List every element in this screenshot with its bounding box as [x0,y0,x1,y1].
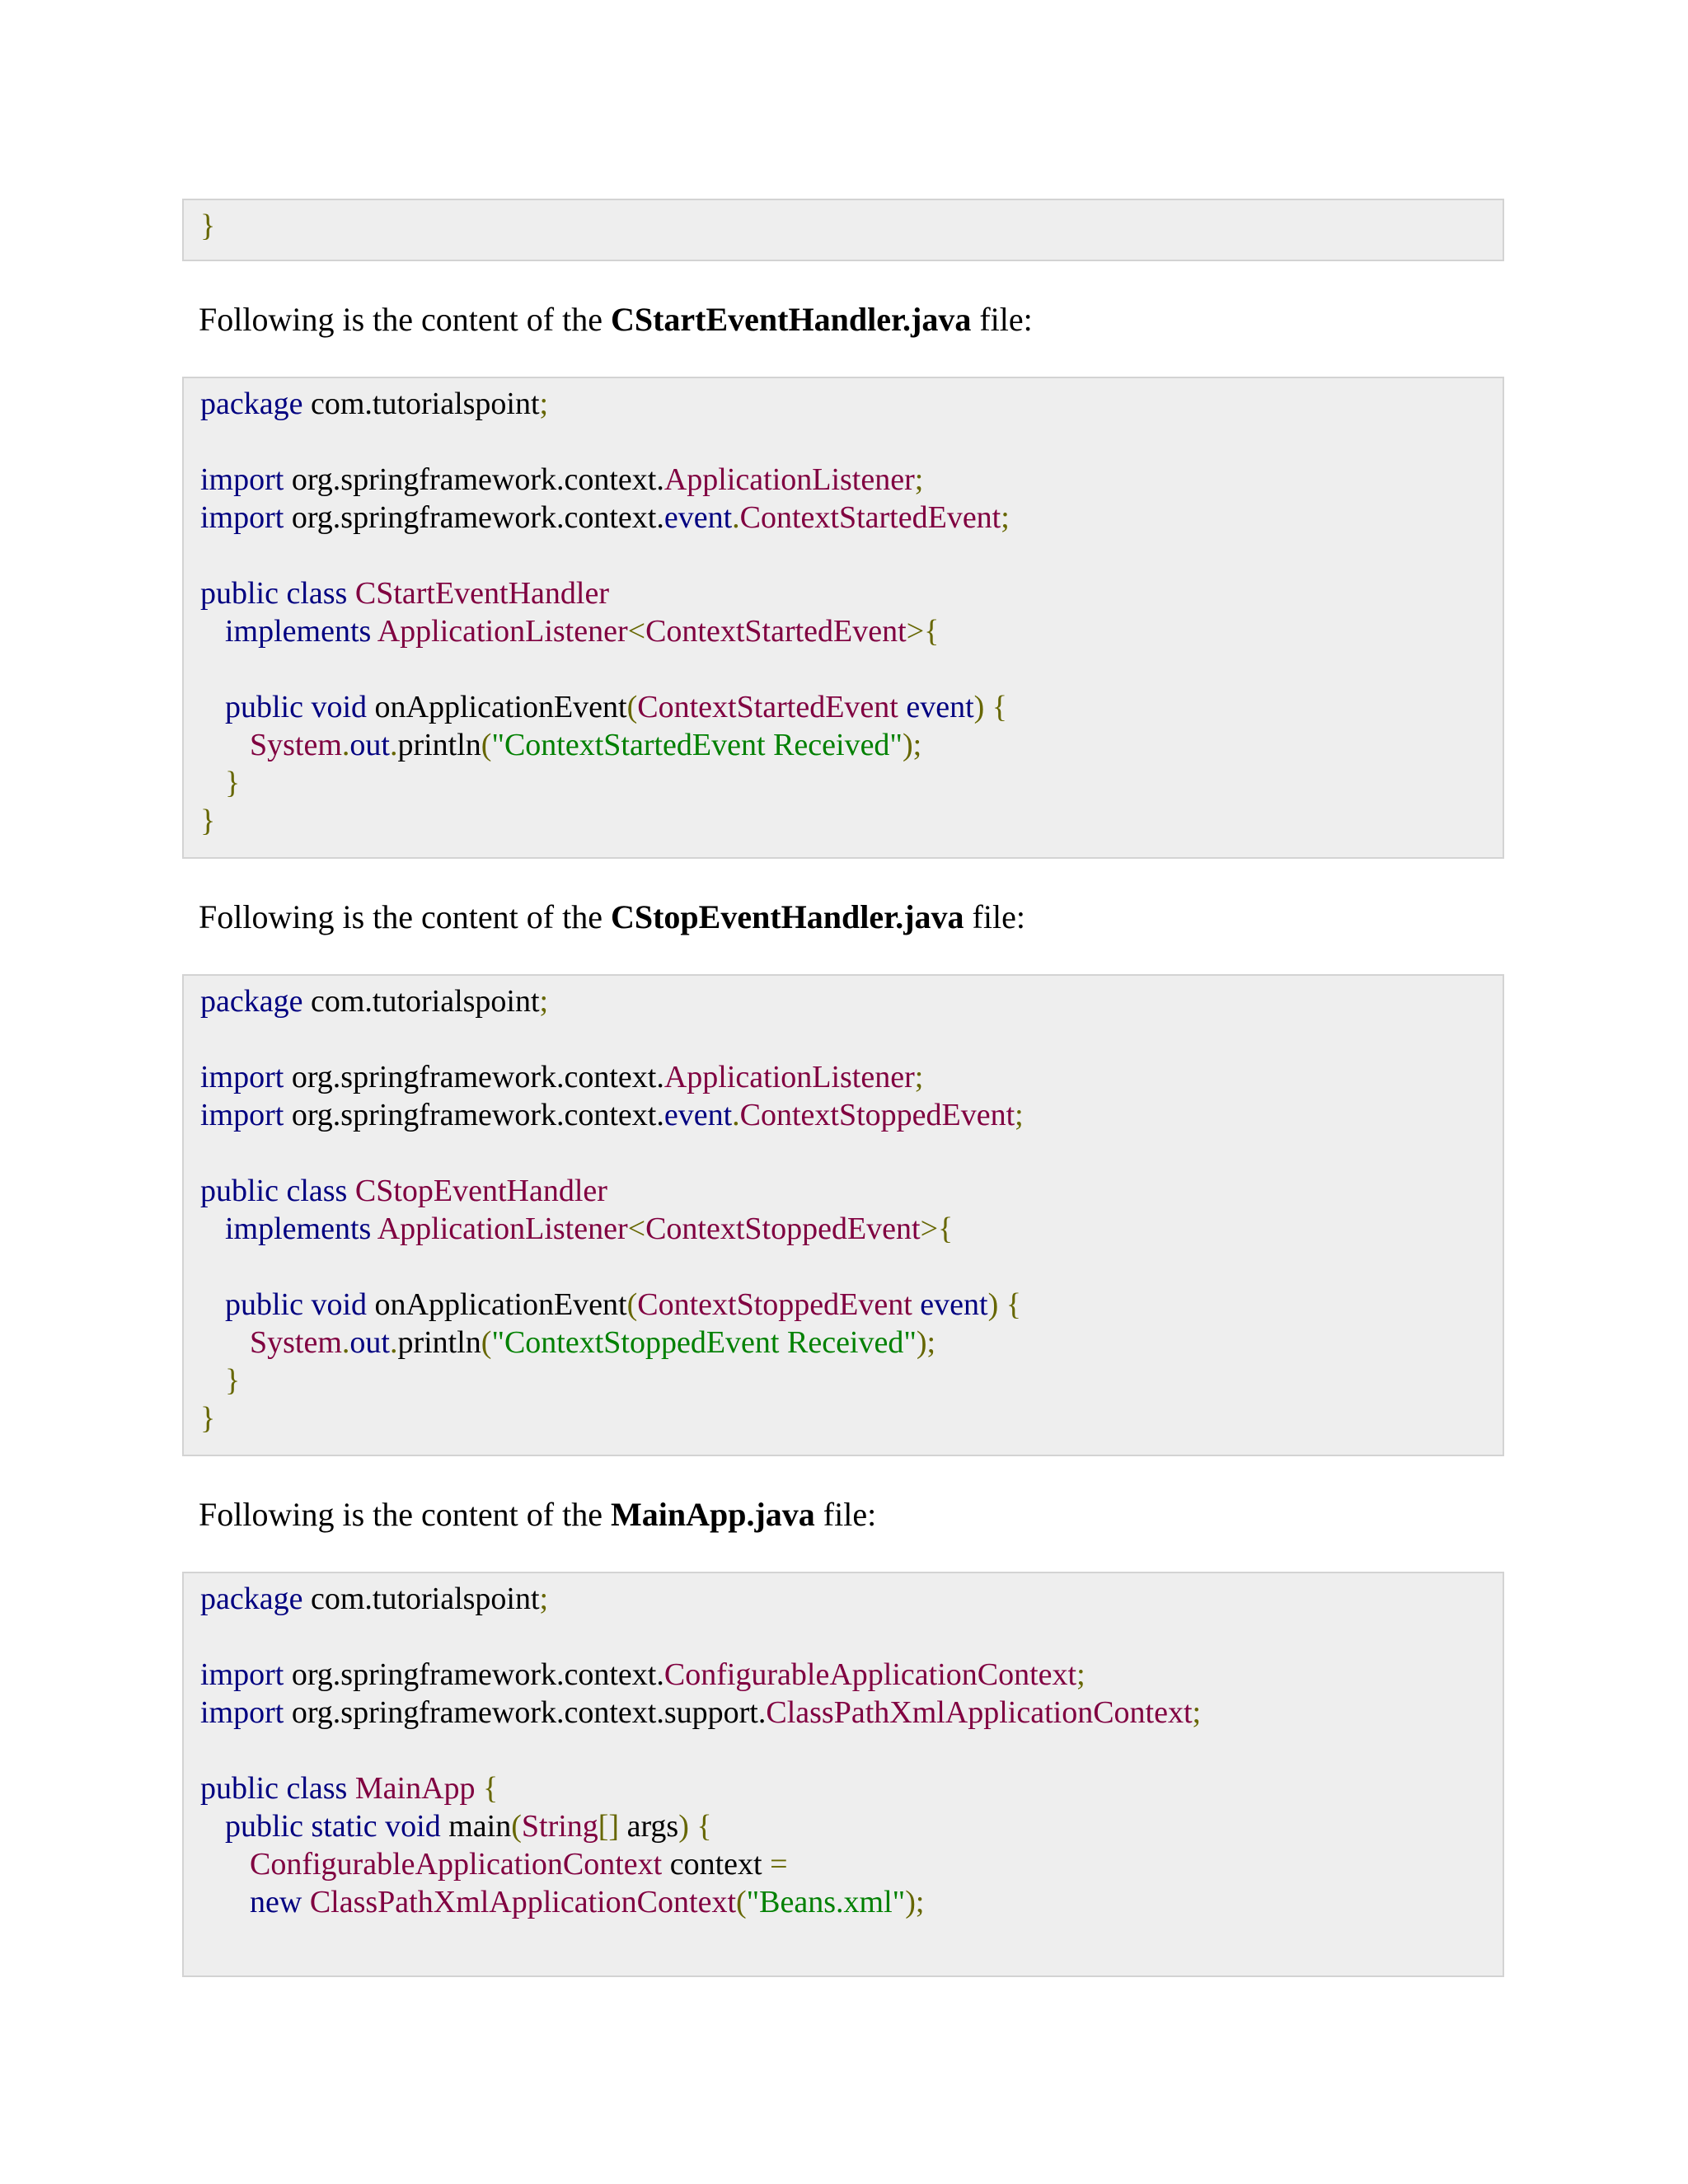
code-line-class [200,574,1503,612]
code-line-import: import org.springframework.context.event.ContextStoppedEvent; [200,1098,1024,1132]
code-token: System [250,1325,342,1360]
paragraph-cstop [199,898,1025,937]
code-token: String [521,1809,598,1844]
code-token: System [250,728,342,762]
paragraph-text: Following is the content of the [199,301,611,338]
code-line-import: import org.springframework.context.event.ContextStartedEvent; [200,500,1010,535]
code-token: out [349,728,390,762]
code-line-main: public static void main(String[] args) { [225,1809,712,1844]
code-token: org.springframework.context. [291,500,664,535]
code-token: import [200,462,284,497]
code-token: ContextStartedEvent [645,614,907,649]
code-token: ApplicationListener [663,462,915,497]
code-token: public class [200,1771,348,1806]
code-token: ContextStoppedEvent [645,1212,921,1246]
code-token: event [663,500,733,535]
code-line-import: import org.springframework.context.ApplicationListener; [200,462,924,497]
code-token: out [349,1325,390,1360]
code-line-implements: implements ApplicationListener<ContextStoppedEvent>{ [225,1212,954,1246]
code-line-package: package com.tutorialspoint; [200,984,549,1019]
code-token: org.springframework.context.support. [291,1695,767,1730]
code-token: new [250,1885,302,1919]
paragraph-text: file: [964,898,1025,935]
paragraph-text: file: [814,1496,877,1533]
code-block-mainapp [182,1572,1504,1977]
code-line-new: new ClassPathXmlApplicationContext("Beans.xml"); [250,1885,925,1919]
code-line-package: package com.tutorialspoint; [200,1582,549,1616]
paragraph-text: file: [971,301,1033,338]
code-token: ConfigurableApplicationContext [663,1657,1077,1692]
code-string: "ContextStartedEvent Received" [491,728,903,762]
code-token: CStartEventHandler [354,576,609,611]
code-token: com.tutorialspoint [310,984,540,1019]
code-token: package [200,984,303,1019]
code-line-method: public void onApplicationEvent(ContextStartedEvent event) { [225,690,1008,724]
paragraph-text: Following is the content of the [199,1496,611,1533]
paragraph-cstart [199,300,1033,340]
paragraph-text: Following is the content of the [199,898,611,935]
code-line-context: ConfigurableApplicationContext context = [250,1847,788,1882]
code-token: args [626,1809,679,1844]
code-line-method: public void onApplicationEvent(ContextStoppedEvent event) { [225,1287,1021,1322]
code-token: import [200,500,284,535]
code-line-package: package com.tutorialspoint; [200,387,549,421]
code-token: ConfigurableApplicationContext [250,1847,663,1882]
code-token: public void [225,1287,368,1322]
code-token: implements [225,1212,372,1246]
code-token: event [663,1098,733,1132]
code-token: ApplicationListener [377,614,628,649]
code-string: "Beans.xml" [746,1885,906,1919]
code-token: public static void [225,1809,441,1844]
code-token: import [200,1060,284,1094]
code-token: ApplicationListener [377,1212,628,1246]
code-line: } [200,804,216,838]
code-token: ContextStoppedEvent [637,1287,912,1322]
code-token: CStopEventHandler [354,1174,607,1208]
code-token: package [200,1582,303,1616]
filename: MainApp.java [610,1496,815,1533]
code-token: println [397,1325,481,1360]
code-token: import [200,1657,284,1692]
code-token: implements [225,614,372,649]
code-line-class: public class MainApp { [200,1771,499,1806]
code-block-cstop-handler [182,974,1504,1456]
code-block-cstart-handler [182,377,1504,859]
code-token: ContextStoppedEvent [739,1098,1015,1132]
code-token: org.springframework.context. [291,1098,664,1132]
code-line: } [200,1401,216,1436]
code-token: org.springframework.context. [291,462,664,497]
code-line-implements: implements ApplicationListener<ContextStartedEvent>{ [225,614,940,649]
code-token: ContextStartedEvent [637,690,898,724]
code-token: MainApp [354,1771,476,1806]
code-token: onApplicationEvent [374,1287,627,1322]
code-token: import [200,1098,284,1132]
code-block-fragment [182,199,1504,261]
code-line: } [225,766,241,800]
code-token: context [669,1847,762,1882]
code-line-import: import org.springframework.context.support.ClassPathXmlApplicationContext; [200,1695,1202,1730]
code-line-println: System.out.println("ContextStartedEvent Received"); [250,728,922,762]
code-token: event [906,690,974,724]
code-token: ContextStartedEvent [739,500,1001,535]
code-token: event [920,1287,988,1322]
code-token: import [200,1695,284,1730]
code-token: ApplicationListener [663,1060,915,1094]
code-token: public class [200,576,348,611]
code-token: } [200,209,216,243]
code-line [200,207,1503,245]
code-token: ClassPathXmlApplicationContext [309,1885,737,1919]
code-string: "ContextStoppedEvent Received" [491,1325,917,1360]
filename: CStopEventHandler.java [610,898,964,935]
code-token: ClassPathXmlApplicationContext [766,1695,1193,1730]
code-token: main [448,1809,512,1844]
filename: CStartEventHandler.java [610,301,972,338]
code-line-class [200,1172,1503,1210]
code-token: public void [225,690,368,724]
code-token: package [200,387,303,421]
code-line-println: System.out.println("ContextStoppedEvent Received"); [250,1325,936,1360]
code-token: println [397,728,481,762]
paragraph-mainapp [199,1495,876,1535]
code-line-import: import org.springframework.context.ApplicationListener; [200,1060,924,1094]
code-token: com.tutorialspoint [310,1582,540,1616]
code-token: org.springframework.context. [291,1657,664,1692]
code-token: public class [200,1174,348,1208]
code-line-import: import org.springframework.context.ConfigurableApplicationContext; [200,1657,1085,1692]
code-token: org.springframework.context. [291,1060,664,1094]
code-line: } [225,1363,241,1398]
code-token: onApplicationEvent [374,690,627,724]
code-token: com.tutorialspoint [310,387,540,421]
